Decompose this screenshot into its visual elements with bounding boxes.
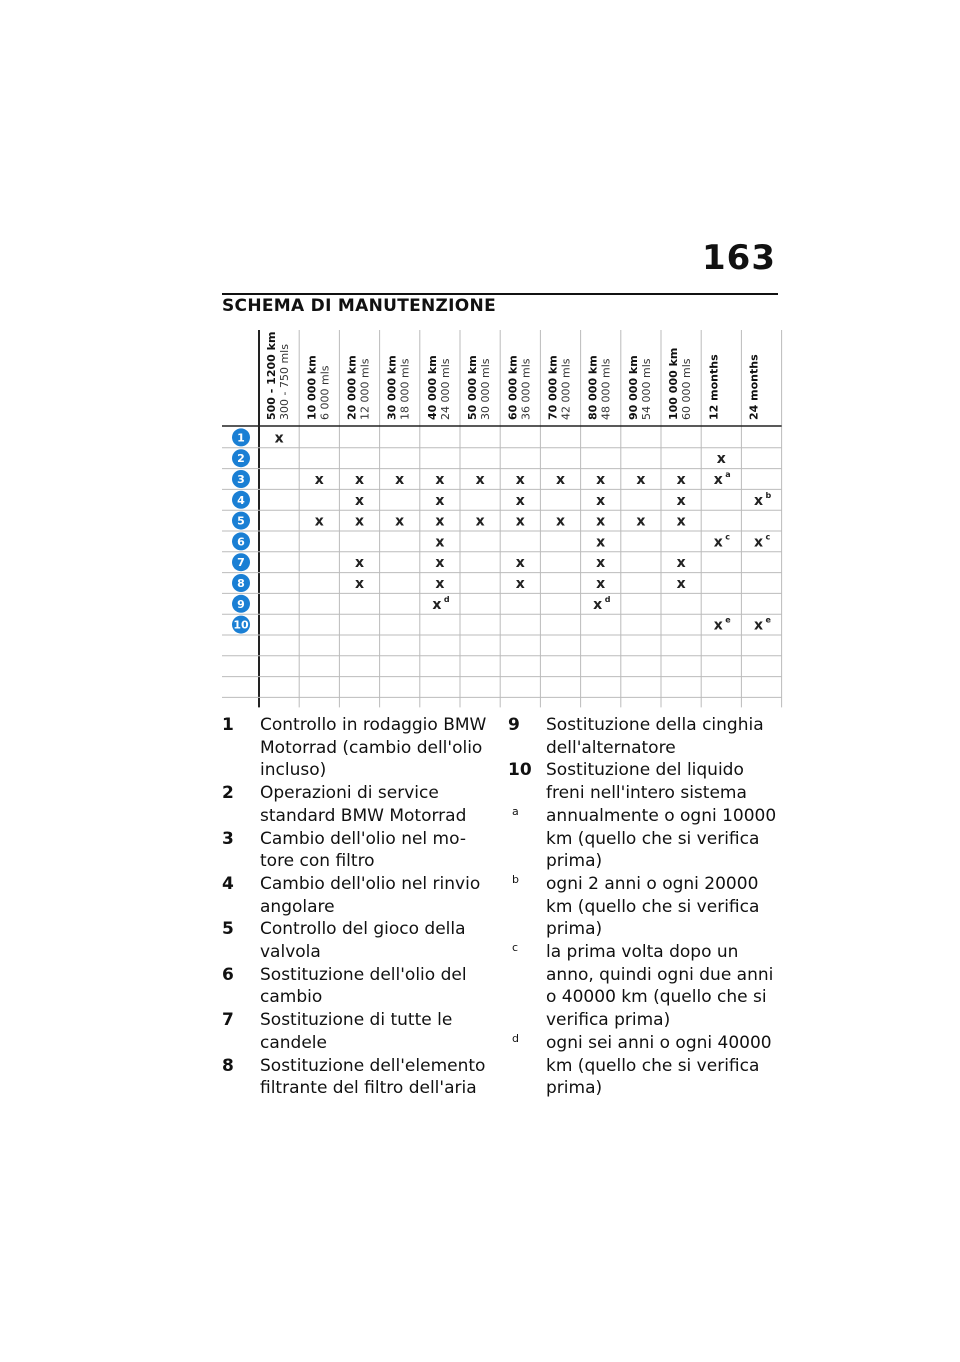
maintenance-mark: x [676, 513, 686, 530]
legend-text: Sostituzione dell'olio del cambio [260, 964, 467, 1008]
legend-item [222, 873, 492, 918]
maintenance-mark: x [395, 513, 405, 530]
maintenance-mark: x [676, 472, 686, 488]
row-badge-number: 6 [237, 535, 245, 549]
maintenance-mark: x [354, 492, 365, 509]
column-header-km: 100 000 km [667, 347, 681, 420]
column-header-km: 30 000 km [385, 355, 399, 420]
legend-text: la prima volta dopo un anno, quindi ogni due anni o 40000 km (quello che si verifica prima) [546, 942, 774, 1031]
page-number: 163 [702, 238, 776, 278]
legend-key: 3 [222, 828, 234, 849]
maintenance-mark-footnote: c [765, 532, 771, 542]
row-badge-number: 4 [237, 493, 245, 507]
column-header [547, 355, 573, 420]
maintenance-mark: x [753, 617, 764, 634]
maintenance-mark: x [596, 555, 606, 572]
maintenance-mark: x [515, 555, 525, 572]
column-header [466, 355, 492, 420]
maintenance-mark: x [435, 576, 445, 592]
legend-text: Sostituzione di tutte le candele [260, 1010, 453, 1053]
column-header-mls: 6 000 mls [318, 365, 332, 420]
column-header-km: 24 months [747, 354, 761, 420]
column-header-mls: 18 000 mls [398, 358, 412, 420]
maintenance-mark: x [596, 492, 606, 509]
column-header [346, 355, 372, 420]
legend-text: annualmente o ogni 10000 km (quello che si verifica prima) [546, 805, 777, 872]
column-header [587, 355, 613, 420]
maintenance-mark: x [274, 430, 284, 447]
maintenance-mark: x [636, 513, 646, 530]
row-badge-number: 7 [237, 556, 245, 570]
legend-text: Controllo in rodaggio BMW Motorrad (cambio dell'olio incluso) [260, 715, 487, 781]
maintenance-mark: x [354, 472, 365, 488]
maintenance-mark: x [676, 555, 686, 572]
maintenance-mark: x [676, 576, 686, 592]
maintenance-mark: x [593, 596, 603, 613]
maintenance-mark: x [435, 534, 445, 551]
legend-item [508, 714, 780, 759]
legend-key: c [512, 941, 519, 955]
legend-item [508, 759, 780, 804]
column-header-km: 20 000 km [345, 355, 359, 420]
maintenance-mark: x [515, 513, 525, 530]
column-header [627, 355, 653, 420]
legend-key: 4 [222, 873, 234, 894]
legend-key: 8 [222, 1055, 234, 1076]
column-header-mls: 48 000 mls [599, 358, 613, 420]
maintenance-mark-footnote: a [725, 470, 731, 479]
column-header-mls: 54 000 mls [639, 358, 653, 420]
column-header-km: 90 000 km [626, 355, 640, 420]
maintenance-mark: x [716, 451, 726, 468]
legend-item [222, 782, 492, 827]
maintenance-mark: x [596, 576, 606, 592]
column-header-km: 500 - 1200 km [265, 331, 279, 420]
maintenance-mark: x [515, 576, 525, 592]
legend-key: 2 [222, 783, 234, 804]
row-badge-number: 1 [237, 431, 245, 445]
legend-item [508, 873, 780, 941]
column-header-km: 60 000 km [506, 355, 520, 420]
legend-item [222, 1055, 492, 1100]
legend-key: 6 [222, 964, 234, 985]
legend-left [222, 714, 492, 1100]
column-header [305, 355, 331, 420]
maintenance-mark: x [354, 555, 365, 572]
column-header-km: 10 000 km [305, 355, 319, 420]
maintenance-mark: x [713, 534, 723, 551]
maintenance-mark: x [753, 534, 764, 551]
maintenance-mark: x [555, 472, 566, 488]
maintenance-mark: x [314, 472, 324, 488]
column-header-mls: 30 000 mls [479, 358, 493, 420]
column-header-mls: 36 000 mls [519, 358, 533, 420]
maintenance-mark: x [753, 492, 764, 509]
maintenance-mark-footnote: e [725, 615, 731, 625]
column-header-mls: 24 000 mls [438, 358, 452, 420]
maintenance-mark: x [596, 472, 606, 488]
legend-item [222, 828, 492, 873]
maintenance-mark-footnote: c [725, 532, 731, 542]
maintenance-mark: x [435, 555, 445, 572]
row-badge-number: 8 [237, 577, 245, 590]
legend-key: d [512, 1031, 519, 1045]
column-header [426, 355, 452, 420]
maintenance-mark-footnote: d [604, 594, 611, 604]
maintenance-mark: x [713, 617, 723, 634]
column-header [506, 355, 532, 420]
maintenance-mark: x [713, 472, 723, 488]
legend-right [508, 714, 780, 1100]
column-header [386, 355, 412, 420]
legend-text: Controllo del gioco della valvola [260, 919, 466, 963]
maintenance-mark: x [596, 513, 606, 530]
maintenance-mark: x [596, 534, 606, 551]
row-badge-number: 5 [237, 514, 245, 528]
maintenance-mark: x [314, 513, 324, 530]
legend-item [222, 1009, 492, 1054]
maintenance-mark: x [676, 492, 686, 509]
legend-text: ogni 2 anni o ogni 20000 km (quello che si verifica prima) [546, 873, 760, 940]
legend-item [508, 1032, 780, 1100]
legend-text: Operazioni di service standard BMW Motorrad [260, 783, 467, 826]
column-header-mls: 42 000 mls [559, 358, 573, 420]
column-header-km: 12 months [707, 354, 721, 420]
legend-key: 5 [222, 919, 234, 940]
column-header-mls: 60 000 mls [680, 358, 694, 420]
row-badge-number: 10 [233, 618, 249, 632]
maintenance-mark: x [475, 472, 485, 488]
legend-text: Sostituzione della cinghia dell'alternatore [546, 715, 764, 758]
legend-key: 1 [222, 715, 234, 735]
maintenance-mark: x [515, 472, 525, 488]
legend-key: b [512, 872, 519, 886]
legend-text: Sostituzione del liquido freni nell'intero sistema [546, 760, 747, 804]
legend-text: Cambio dell'olio nel mo-tore con filtro [260, 828, 466, 872]
column-header-km: 80 000 km [586, 355, 600, 420]
column-header-km: 70 000 km [546, 355, 560, 420]
maintenance-mark: x [636, 472, 646, 488]
legend-item [222, 964, 492, 1009]
row-badge-number: 2 [237, 452, 245, 466]
legend-text: ogni sei anni o ogni 40000 km (quello che si verifica prima) [546, 1032, 772, 1099]
maintenance-mark: x [354, 513, 365, 530]
legend-key: 9 [508, 715, 520, 735]
row-badge-number: 9 [237, 597, 245, 611]
column-header-mls: 12 000 mls [358, 358, 372, 420]
legend-item [508, 941, 780, 1032]
maintenance-mark-footnote: d [443, 594, 450, 604]
column-header-km: 40 000 km [425, 355, 439, 420]
legend-key: 10 [508, 760, 532, 781]
maintenance-mark: x [395, 472, 405, 488]
legend-text: Sostituzione dell'elemento filtrante del filtro dell'aria [260, 1055, 486, 1099]
row-badge-number: 3 [237, 473, 245, 486]
legend-item [222, 714, 492, 782]
maintenance-mark: x [475, 513, 485, 530]
maintenance-mark: x [555, 513, 566, 530]
maintenance-mark: x [435, 472, 445, 488]
column-header [667, 348, 693, 420]
column-header-mls: 300 - 750 mls [278, 344, 292, 420]
column-header [707, 354, 720, 420]
maintenance-mark: x [435, 492, 445, 509]
legend-item [222, 918, 492, 963]
maintenance-mark: x [515, 492, 525, 509]
maintenance-mark: x [435, 513, 445, 530]
maintenance-mark-footnote: b [765, 490, 772, 500]
maintenance-mark: x [354, 576, 365, 592]
legend-item [508, 805, 780, 873]
legend-key: 7 [222, 1010, 234, 1031]
legend-key: a [512, 804, 519, 818]
section-title: SCHEMA DI MANUTENZIONE [222, 296, 496, 316]
column-header [748, 354, 761, 420]
maintenance-mark-footnote: e [765, 615, 771, 625]
maintenance-mark: x [432, 596, 442, 613]
legend-text: Cambio dell'olio nel rinvio angolare [260, 873, 481, 917]
column-header [265, 332, 291, 420]
column-header-km: 50 000 km [466, 355, 480, 420]
